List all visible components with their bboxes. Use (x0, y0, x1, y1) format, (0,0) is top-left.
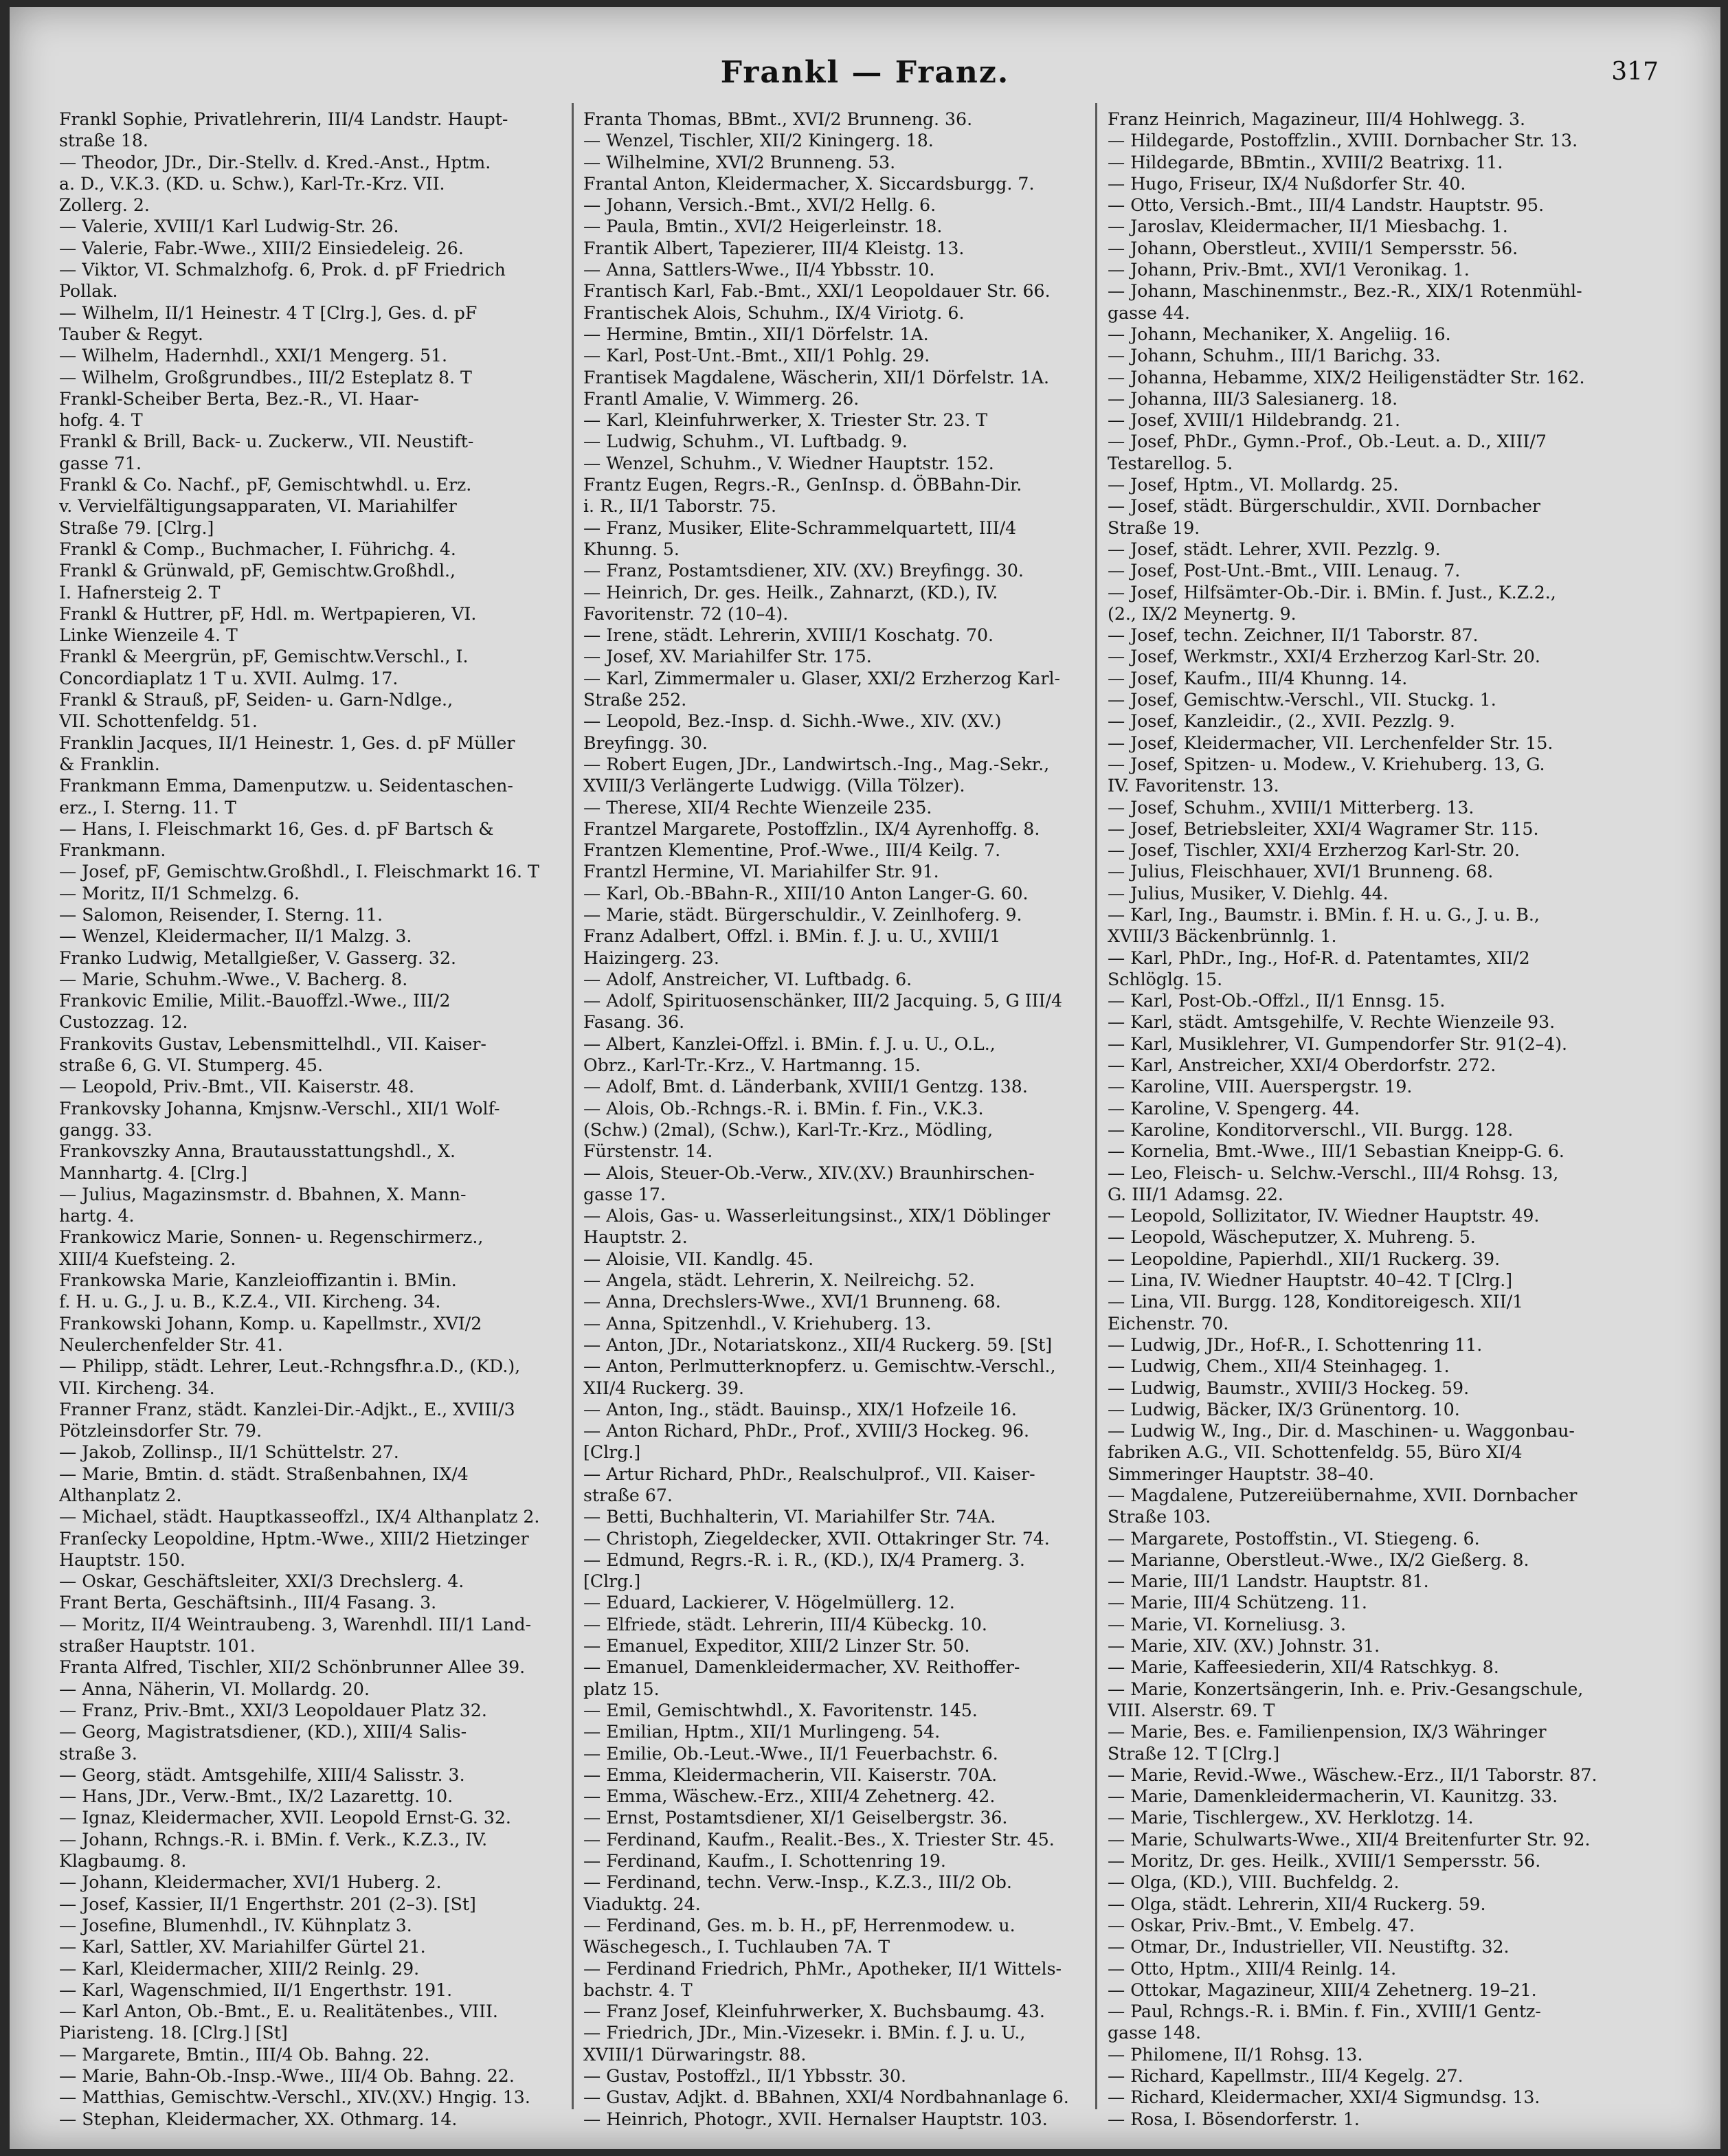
directory-line: Frantz Eugen, Regrs.-R., GenInsp. d. ÖBBahn-Dir. (583, 475, 1022, 495)
directory-line: Khunng. 5. (583, 539, 680, 559)
directory-line: Frantischek Alois, Schuhm., IX/4 Viriotg. 6. (583, 302, 965, 323)
directory-line: — Karl, Musiklehrer, VI. Gumpendorfer Str. 91(2–4). (1108, 1033, 1568, 1054)
directory-line: — Karl, Anstreicher, XXI/4 Oberdorfstr. 272. (1108, 1055, 1496, 1076)
directory-line: — Friedrich, JDr., Min.-Vizesekr. i. BMin. f. J. u. U., (583, 2023, 1026, 2043)
directory-line: straße 18. (59, 131, 148, 151)
directory-line: — Ignaz, Kleidermacher, XVII. Leopold Ernst-G. 32. (59, 1808, 511, 1828)
directory-line: Frantzel Margarete, Postoffzlin., IX/4 Ayrenhoffg. 8. (583, 818, 1040, 839)
directory-line: — Josef, Gemischtw.-Verschl., VII. Stuckg. 1. (1108, 690, 1496, 710)
directory-line: VII. Kircheng. 34. (59, 1378, 215, 1398)
directory-line: — Johann, Rchngs.-R. i. BMin. f. Verk., K.Z.3., IV. (59, 1829, 488, 1850)
directory-line: & Franklin. (59, 754, 160, 774)
page-number: 317 (1611, 58, 1659, 86)
directory-line: — Ludwig W., Ing., Dir. d. Maschinen- u. Waggonbau- (1108, 1421, 1575, 1441)
directory-line: — Theodor, JDr., Dir.-Stellv. d. Kred.-Anst., Hptm. (59, 152, 491, 172)
directory-line: — Karl, Ing., Baumstr. i. BMin. f. H. u. G., J. u. B., (1108, 904, 1540, 925)
directory-line: — Marie, Bes. e. Familienpension, IX/3 Währinger (1108, 1722, 1547, 1742)
directory-line: — Josef, XV. Mariahilfer Str. 175. (583, 647, 872, 667)
directory-line: — Oskar, Priv.-Bmt., V. Embelg. 47. (1108, 1915, 1415, 1935)
directory-line: — Paula, Bmtin., XVI/2 Heigerleinstr. 18. (583, 216, 943, 237)
directory-line: Frankowski Johann, Komp. u. Kapellmstr., XVI/2 (59, 1313, 482, 1334)
directory-line: — Anton, JDr., Notariatskonz., XII/4 Ruckerg. 59. [St] (583, 1334, 1053, 1355)
directory-line: — Marie, Damenkleidermacherin, VI. Kaunitzg. 33. (1108, 1786, 1558, 1807)
directory-line: — Ludwig, Schuhm., VI. Luftbadg. 9. (583, 431, 908, 452)
directory-line: — Betti, Buchhalterin, VI. Mariahilfer Str. 74A. (583, 1507, 996, 1527)
directory-line: — Emma, Kleidermacherin, VII. Kaiserstr. 70A. (583, 1764, 998, 1785)
directory-line: — Richard, Kleidermacher, XXI/4 Sigmundsg. 13. (1108, 2087, 1540, 2108)
directory-line: — Emilian, Hptm., XII/1 Murlingeng. 54. (583, 1722, 941, 1742)
column-divider (572, 103, 574, 2109)
directory-line: — Ludwig, Bäcker, IX/3 Grünentorg. 10. (1108, 1399, 1460, 1419)
directory-line: — Karl, Zimmermaler u. Glaser, XXI/2 Erzherzog Karl- (583, 668, 1061, 688)
directory-line: — Jaroslav, Kleidermacher, II/1 Miesbachg. 1. (1108, 216, 1508, 237)
directory-line: Frankowska Marie, Kanzleioffizantin i. BMin. (59, 1270, 457, 1291)
directory-line: Frankowicz Marie, Sonnen- u. Regenschirmerz., (59, 1227, 484, 1248)
directory-line: — Anna, Spitzenhdl., V. Kriehuberg. 13. (583, 1313, 932, 1334)
directory-line: XVIII/3 Bäckenbrünnlg. 1. (1108, 926, 1337, 947)
directory-line: — Franz, Priv.-Bmt., XXI/3 Leopoldauer Platz 32. (59, 1700, 487, 1720)
directory-line: Frantzl Hermine, VI. Mariahilfer Str. 91. (583, 862, 939, 882)
directory-line: — Karl, PhDr., Ing., Hof-R. d. Patentamtes, XII/2 (1108, 947, 1530, 968)
directory-line: — Salomon, Reisender, I. Sterng. 11. (59, 904, 383, 925)
directory-line: Frankl & Meergrün, pF, Gemischtw.Verschl., I. (59, 647, 469, 667)
directory-line: G. III/1 Adamsg. 22. (1108, 1184, 1283, 1204)
directory-line: Frantl Amalie, V. Wimmerg. 26. (583, 388, 860, 409)
directory-line: — Franz, Postamtsdiener, XIV. (XV.) Breyfingg. 30. (583, 561, 1024, 581)
directory-line: — Marie, Konzertsängerin, Inh. e. Priv.-Gesangschule, (1108, 1678, 1584, 1699)
directory-line: — Otmar, Dr., Industrieller, VII. Neustiftg. 32. (1108, 1937, 1510, 1957)
directory-line: — Therese, XII/4 Rechte Wienzeile 235. (583, 797, 932, 818)
directory-line: Franta Thomas, BBmt., XVI/2 Brunneng. 36. (583, 109, 973, 129)
directory-line: — Ludwig, Chem., XII/4 Steinhageg. 1. (1108, 1356, 1450, 1377)
directory-line: — Johann, Priv.-Bmt., XVI/1 Veronikag. 1. (1108, 260, 1470, 280)
directory-line: Breyfingg. 30. (583, 732, 708, 753)
directory-line: — Gustav, Postoffzl., II/1 Ybbsstr. 30. (583, 2066, 906, 2087)
directory-line: — Hildegarde, BBmtin., XVIII/2 Beatrixg. 11. (1108, 152, 1503, 172)
directory-line: — Hans, I. Fleischmarkt 16, Ges. d. pF Bartsch & (59, 818, 494, 839)
directory-line: — Hans, JDr., Verw.-Bmt., IX/2 Lazarettg. 10. (59, 1786, 453, 1807)
directory-line: — Emil, Gemischtwhdl., X. Favoritenstr. 145. (583, 1700, 978, 1720)
directory-line: — Gustav, Adjkt. d. BBahnen, XXI/4 Nordbahnanlage 6. (583, 2087, 1069, 2108)
directory-line: Franz Heinrich, Magazineur, III/4 Hohlwegg. 3. (1108, 109, 1526, 129)
directory-line: — Moritz, II/1 Schmelzg. 6. (59, 883, 300, 903)
directory-line: — Ernst, Postamtsdiener, XI/1 Geiselbergstr. 36. (583, 1808, 1008, 1828)
directory-line: — Leopoldine, Papierhdl., XII/1 Ruckerg. 39. (1108, 1248, 1501, 1269)
directory-line: — Magdalene, Putzereiübernahme, XVII. Dornbacher (1108, 1485, 1578, 1505)
directory-line: — Josef, städt. Lehrer, XVII. Pezzlg. 9. (1108, 539, 1441, 559)
directory-line: — Hildegarde, Postoffzlin., XVIII. Dornbacher Str. 13. (1108, 131, 1578, 151)
directory-line: Frantzen Klementine, Prof.-Wwe., III/4 Keilg. 7. (583, 840, 1001, 861)
directory-line: Franz Adalbert, Offzl. i. BMin. f. J. u. U., XVIII/1 (583, 926, 1001, 947)
directory-line: — Margarete, Bmtin., III/4 Ob. Bahng. 22. (59, 2044, 430, 2065)
directory-column-2 (583, 109, 1088, 2130)
directory-line: — Ludwig, JDr., Hof-R., I. Schottenring 11. (1108, 1334, 1483, 1355)
directory-line: — Marie, Kaffeesiederin, XII/4 Ratschkyg. 8. (1108, 1657, 1499, 1678)
directory-line: — Elfriede, städt. Lehrerin, III/4 Kübeckg. 10. (583, 1614, 987, 1635)
directory-line: — Oskar, Geschäftsleiter, XXI/3 Drechslerg. 4. (59, 1571, 464, 1592)
directory-line: Frankl & Grünwald, pF, Gemischtw.Großhdl., (59, 561, 456, 581)
directory-line: Frantisch Karl, Fab.-Bmt., XXI/1 Leopoldauer Str. 66. (583, 281, 1051, 302)
directory-line: f. H. u. G., J. u. B., K.Z.4., VII. Kircheng. 34. (59, 1292, 441, 1312)
column-divider (1095, 103, 1097, 2109)
directory-line: Concordiaplatz 1 T u. XVII. Aulmg. 17. (59, 668, 399, 688)
directory-line: — Paul, Rchngs.-R. i. BMin. f. Fin., XVIII/1 Gentz- (1108, 2001, 1541, 2022)
directory-line: Frankmann Emma, Damenputzw. u. Seidentaschen- (59, 776, 513, 796)
directory-line: hofg. 4. T (59, 410, 143, 431)
directory-line: Pötzleinsdorfer Str. 79. (59, 1421, 262, 1441)
directory-line: — Valerie, Fabr.-Wwe., XIII/2 Einsiedeleig. 26. (59, 238, 464, 258)
directory-line: — Karl, Sattler, XV. Mariahilfer Gürtel 21. (59, 1937, 426, 1957)
directory-line: — Karl, Ob.-BBahn-R., XIII/10 Anton Langer-G. 60. (583, 883, 1029, 903)
page-header (10, 55, 1720, 103)
directory-line: Testarellog. 5. (1108, 453, 1233, 473)
directory-line: — Marie, Bahn-Ob.-Insp.-Wwe., III/4 Ob. Bahng. 22. (59, 2066, 515, 2087)
directory-line: [Clrg.] (583, 1442, 641, 1463)
directory-line: Franſecky Leopoldine, Hptm.-Wwe., XIII/2 Hietzinger (59, 1528, 529, 1549)
directory-line: Hauptstr. 2. (583, 1227, 688, 1248)
directory-line: Frankl & Brill, Back- u. Zuckerw., VII. Neustift- (59, 431, 474, 452)
directory-line: Pollak. (59, 281, 118, 302)
directory-line: — Josef, Kanzleidir., (2., XVII. Pezzlg. 9. (1108, 711, 1455, 732)
directory-line: — Stephan, Kleidermacher, XX. Othmarg. 14. (59, 2109, 458, 2129)
directory-line: gangg. 33. (59, 1119, 153, 1140)
directory-line: — Anna, Sattlers-Wwe., II/4 Ybbsstr. 10. (583, 260, 935, 280)
directory-line: — Marie, Revid.-Wwe., Wäschew.-Erz., II/1 Taborstr. 87. (1108, 1764, 1597, 1785)
directory-line: — Josef, techn. Zeichner, II/1 Taborstr. 87. (1108, 625, 1479, 646)
directory-line: — Josef, Hptm., VI. Mollardg. 25. (1108, 475, 1399, 495)
directory-line: — Karoline, Konditorverschl., VII. Burgg. 128. (1108, 1119, 1514, 1140)
directory-line: erz., I. Sterng. 11. T (59, 797, 236, 818)
directory-line: — Karoline, VIII. Auerspergstr. 19. (1108, 1077, 1413, 1097)
directory-line: — Josef, Post-Unt.-Bmt., VIII. Lenaug. 7. (1108, 561, 1461, 581)
directory-line: — Heinrich, Dr. ges. Heilk., Zahnarzt, (KD.), IV. (583, 582, 998, 603)
directory-line: (2., IX/2 Meynertg. 9. (1108, 603, 1297, 624)
directory-line: — Marie, Bmtin. d. städt. Straßenbahnen, IX/4 (59, 1463, 469, 1484)
directory-line: — Wenzel, Kleidermacher, II/1 Malzg. 3. (59, 926, 412, 947)
directory-line: — Adolf, Bmt. d. Länderbank, XVIII/1 Gentzg. 138. (583, 1077, 1028, 1097)
directory-line: — Moritz, II/4 Weintraubeng. 3, Warenhdl. III/1 Land- (59, 1614, 532, 1635)
directory-line: Klagbaumg. 8. (59, 1851, 187, 1872)
directory-line: — Ludwig, Baumstr., XVIII/3 Hockeg. 59. (1108, 1378, 1470, 1398)
directory-line: — Leopold, Bez.-Insp. d. Sichh.-Wwe., XIV. (XV.) (583, 711, 1002, 732)
directory-line: Tauber & Regyt. (59, 324, 203, 344)
directory-line: Frantik Albert, Tapezierer, III/4 Kleistg. 13. (583, 238, 965, 258)
directory-line: Obrz., Karl-Tr.-Krz., V. Hartmanng. 15. (583, 1055, 921, 1076)
directory-line: — Leo, Fleisch- u. Selchw.-Verschl., III/4 Rohsg. 13, (1108, 1163, 1559, 1183)
directory-line: — Edmund, Regrs.-R. i. R., (KD.), IX/4 Pramerg. 3. (583, 1549, 1025, 1570)
directory-line: hartg. 4. (59, 1206, 135, 1226)
directory-line: — Adolf, Spirituosenschänker, III/2 Jacquing. 5, G III/4 (583, 991, 1063, 1011)
directory-line: — Karl Anton, Ob.-Bmt., E. u. Realitätenbes., VIII. (59, 2001, 498, 2022)
directory-line: Straße 19. (1108, 517, 1200, 538)
directory-line: Frankovsky Johanna, Kmjsnw.-Verschl., XII/1 Wolf- (59, 1098, 500, 1119)
directory-line: — Johann, Versich.-Bmt., XVI/2 Hellg. 6. (583, 195, 936, 216)
directory-line: Haizingerg. 23. (583, 947, 719, 968)
directory-line: — Otto, Versich.-Bmt., III/4 Landstr. Hauptstr. 95. (1108, 195, 1545, 216)
directory-line: — Ferdinand, Ges. m. b. H., pF, Herrenmodew. u. (583, 1915, 1016, 1935)
directory-line: Frankl & Huttrer, pF, Hdl. m. Wertpapieren, VI. (59, 603, 477, 624)
directory-line: Frankovits Gustav, Lebensmittelhdl., VII. Kaiser- (59, 1033, 486, 1054)
directory-line: — Emma, Wäschew.-Erz., XIII/4 Zehetnerg. 42. (583, 1786, 996, 1807)
directory-line: gasse 44. (1108, 302, 1190, 323)
directory-line: — Johanna, Hebamme, XIX/2 Heiligenstädter Str. 162. (1108, 367, 1585, 388)
directory-line: — Emanuel, Expeditor, XIII/2 Linzer Str. 50. (583, 1636, 970, 1657)
directory-line: — Valerie, XVIII/1 Karl Ludwig-Str. 26. (59, 216, 399, 237)
directory-line: — Irene, städt. Lehrerin, XVIII/1 Koschatg. 70. (583, 625, 994, 646)
directory-line: — Julius, Magazinsmstr. d. Bbahnen, X. Mann- (59, 1184, 467, 1204)
directory-column-3 (1108, 109, 1613, 2130)
directory-line: — Rosa, I. Bösendorferstr. 1. (1108, 2109, 1360, 2129)
directory-line: Favoritenstr. 72 (10–4). (583, 603, 789, 624)
directory-line: — Karl, Post-Ob.-Offzl., II/1 Ennsg. 15. (1108, 991, 1446, 1011)
directory-line: — Marie, III/1 Landstr. Hauptstr. 81. (1108, 1571, 1429, 1592)
directory-line: — Richard, Kapellmstr., III/4 Kegelg. 27. (1108, 2066, 1463, 2087)
directory-line: gasse 71. (59, 453, 142, 473)
directory-line: — Marie, städt. Bürgerschuldir., V. Zeinlhoferg. 9. (583, 904, 1022, 925)
directory-line: — Aloisie, VII. Kandlg. 45. (583, 1248, 814, 1269)
directory-line: Franklin Jacques, II/1 Heinestr. 1, Ges. d. pF Müller (59, 732, 515, 753)
directory-line: — Franz, Musiker, Elite-Schrammelquartett, III/4 (583, 517, 1017, 538)
directory-line: — Philomene, II/1 Rohsg. 13. (1108, 2044, 1363, 2065)
directory-line: straße 3. (59, 1743, 137, 1764)
directory-line: — Emanuel, Damenkleidermacher, XV. Reithoffer- (583, 1657, 1020, 1678)
directory-line: Althanplatz 2. (59, 1485, 182, 1505)
directory-line: — Hugo, Friseur, IX/4 Nußdorfer Str. 40. (1108, 173, 1466, 194)
directory-line: — Wenzel, Tischler, XII/2 Kiningerg. 18. (583, 131, 934, 151)
directory-line: Frant Berta, Geschäftsinh., III/4 Fasang. 3. (59, 1593, 437, 1613)
directory-line: — Johann, Maschinenmstr., Bez.-R., XIX/1 Rotenmühl- (1108, 281, 1582, 302)
directory-line: — Josef, Werkmstr., XXI/4 Erzherzog Karl-Str. 20. (1108, 647, 1540, 667)
directory-line: XVIII/1 Dürwaringstr. 88. (583, 2044, 807, 2065)
directory-line: — Josef, Kaufm., III/4 Khunng. 14. (1108, 668, 1408, 688)
directory-line: — Josef, pF, Gemischtw.Großhdl., I. Fleischmarkt 16. T (59, 862, 539, 882)
directory-line: — Johann, Kleidermacher, XVI/1 Huberg. 2. (59, 1872, 442, 1893)
directory-line: — Josef, Betriebsleiter, XXI/4 Wagramer Str. 115. (1108, 818, 1539, 839)
directory-line: — Heinrich, Photogr., XVII. Hernalser Hauptstr. 103. (583, 2109, 1048, 2129)
directory-line: VII. Schottenfeldg. 51. (59, 711, 258, 732)
directory-line: — Josef, Tischler, XXI/4 Erzherzog Karl-Str. 20. (1108, 840, 1520, 861)
directory-line: — Ferdinand, Kaufm., I. Schottenring 19. (583, 1851, 946, 1872)
directory-line: — Franz Josef, Kleinfuhrwerker, X. Buchsbaumg. 43. (583, 2001, 1045, 2022)
directory-line: — Ferdinand, techn. Verw.-Insp., K.Z.3., III/2 Ob. (583, 1872, 1012, 1893)
directory-line: — Ottokar, Magazineur, XIII/4 Zehetnerg. 19–21. (1108, 1979, 1537, 2000)
directory-line: — Olga, städt. Lehrerin, XII/4 Ruckerg. 59. (1108, 1894, 1486, 1914)
directory-line: — Wilhelmine, XVI/2 Brunneng. 53. (583, 152, 896, 172)
directory-line: Linke Wienzeile 4. T (59, 625, 238, 646)
directory-line: bachstr. 4. T (583, 1979, 693, 2000)
directory-line: Straße 79. [Clrg.] (59, 517, 214, 538)
directory-line: Frankovic Emilie, Milit.-Bauoffzl.-Wwe., III/2 (59, 991, 451, 1011)
directory-line: — Albert, Kanzlei-Offzl. i. BMin. f. J. u. U., O.L., (583, 1033, 996, 1054)
directory-line: — Georg, städt. Amtsgehilfe, XIII/4 Salisstr. 3. (59, 1764, 465, 1785)
directory-line: fabriken A.G., VII. Schottenfeldg. 55, Büro XI/4 (1108, 1442, 1523, 1463)
directory-line: — Margarete, Postoffstin., VI. Stiegeng. 6. (1108, 1528, 1480, 1549)
directory-line: — Karl, Kleinfuhrwerker, X. Triester Str. 23. T (583, 410, 988, 431)
directory-line: — Anton, Perlmutterknopferz. u. Gemischtw.-Verschl., (583, 1356, 1056, 1377)
directory-line: gasse 148. (1108, 2023, 1201, 2043)
directory-line: — Julius, Fleischhauer, XVI/1 Brunneng. 68. (1108, 862, 1494, 882)
directory-line: — Angela, städt. Lehrerin, X. Neilreichg. 52. (583, 1270, 975, 1291)
directory-line: — Alois, Steuer-Ob.-Verw., XIV.(XV.) Braunhirschen- (583, 1163, 1035, 1183)
directory-line: — Marie, XIV. (XV.) Johnstr. 31. (1108, 1636, 1380, 1657)
directory-line: Frankovszky Anna, Brautausstattungshdl., X. (59, 1141, 456, 1162)
directory-line: Frankl Sophie, Privatlehrerin, III/4 Landstr. Haupt- (59, 109, 508, 129)
directory-line: XIII/4 Kuefsteing. 2. (59, 1248, 236, 1269)
directory-line: Zollerg. 2. (59, 195, 150, 216)
directory-line: — Karl, städt. Amtsgehilfe, V. Rechte Wienzeile 93. (1108, 1012, 1556, 1033)
directory-line: Frankl-Scheiber Berta, Bez.-R., VI. Haar- (59, 388, 419, 409)
directory-page (10, 7, 1720, 2149)
directory-line: Frankmann. (59, 840, 166, 861)
directory-line: Hauptstr. 150. (59, 1549, 186, 1570)
directory-line: — Marie, III/4 Schützeng. 11. (1108, 1593, 1367, 1613)
directory-line: — Michael, städt. Hauptkasseoffzl., IX/4 Althanplatz 2. (59, 1507, 540, 1527)
directory-line: (Schw.) (2mal), (Schw.), Karl-Tr.-Krz., Mödling, (583, 1119, 994, 1140)
directory-line: Viaduktg. 24. (583, 1894, 701, 1914)
directory-line: — Marie, Schuhm.-Wwe., V. Bacherg. 8. (59, 969, 408, 989)
directory-line: Frankl & Strauß, pF, Seiden- u. Garn-Ndlge., (59, 690, 453, 710)
directory-line: — Viktor, VI. Schmalzhofg. 6, Prok. d. pF Friedrich (59, 260, 506, 280)
directory-line: — Marie, VI. Korneliusg. 3. (1108, 1614, 1347, 1635)
directory-line: — Lina, VII. Burgg. 128, Konditoreigesch. XII/1 (1108, 1292, 1524, 1312)
directory-line: Franko Ludwig, Metallgießer, V. Gasserg. 32. (59, 947, 456, 968)
directory-line: — Johanna, III/3 Salesianerg. 18. (1108, 388, 1398, 409)
directory-line: — Georg, Magistratsdiener, (KD.), XIII/4 Salis- (59, 1722, 467, 1742)
directory-line: — Karl, Wagenschmied, II/1 Engerthstr. 191. (59, 1979, 453, 2000)
directory-line: — Josef, Hilfsämter-Ob.-Dir. i. BMin. f. Just., K.Z.2., (1108, 582, 1556, 603)
directory-line: IV. Favoritenstr. 13. (1108, 776, 1279, 796)
directory-line: straße 67. (583, 1485, 673, 1505)
directory-line: — Julius, Musiker, V. Diehlg. 44. (1108, 883, 1389, 903)
directory-line: Mannhartg. 4. [Clrg.] (59, 1163, 247, 1183)
directory-line: Simmeringer Hauptstr. 38–40. (1108, 1463, 1374, 1484)
directory-line: — Leopold, Priv.-Bmt., VII. Kaiserstr. 48. (59, 1077, 415, 1097)
directory-line: Schlöglg. 15. (1108, 969, 1223, 989)
directory-line: Frankl & Co. Nachf., pF, Gemischtwhdl. u. Erz. (59, 475, 472, 495)
directory-line: — Christoph, Ziegeldecker, XVII. Ottakringer Str. 74. (583, 1528, 1050, 1549)
directory-line: — Karl, Kleidermacher, XIII/2 Reinlg. 29. (59, 1958, 420, 1979)
directory-line: — Wilhelm, Hadernhdl., XXI/1 Mengerg. 51. (59, 346, 448, 366)
directory-line: — Marianne, Oberstleut.-Wwe., IX/2 Gießerg. 8. (1108, 1549, 1529, 1570)
directory-line: — Kornelia, Bmt.-Wwe., III/1 Sebastian Kneipp-G. 6. (1108, 1141, 1564, 1162)
directory-line: — Adolf, Anstreicher, VI. Luftbadg. 6. (583, 969, 912, 989)
directory-line: Fasang. 36. (583, 1012, 685, 1033)
directory-line: platz 15. (583, 1678, 660, 1699)
directory-line: — Johann, Mechaniker, X. Angeliig. 16. (1108, 324, 1451, 344)
directory-line: I. Hafnersteig 2. T (59, 582, 221, 603)
directory-line: straßer Hauptstr. 101. (59, 1636, 256, 1657)
directory-line: — Karoline, V. Spengerg. 44. (1108, 1098, 1360, 1119)
directory-line: — Wenzel, Schuhm., V. Wiedner Hauptstr. 152. (583, 453, 994, 473)
directory-line: — Wilhelm, II/1 Heinestr. 4 T [Clrg.], Ges. d. pF (59, 302, 478, 323)
directory-line: — Alois, Ob.-Rchngs.-R. i. BMin. f. Fin., V.K.3. (583, 1098, 984, 1119)
directory-line: VIII. Alserstr. 69. T (1108, 1700, 1275, 1720)
page-title: Frankl — Franz. (720, 55, 1010, 90)
directory-line: v. Vervielfältigungsapparaten, VI. Mariahilfer (59, 496, 457, 517)
directory-line: — Johann, Oberstleut., XVIII/1 Sempersstr. 56. (1108, 238, 1518, 258)
directory-line: — Josef, Schuhm., XVIII/1 Mitterberg. 13. (1108, 797, 1474, 818)
directory-line: — Matthias, Gemischtw.-Verschl., XIV.(XV.) Hngig. 13. (59, 2087, 530, 2108)
directory-line: — Lina, IV. Wiedner Hauptstr. 40–42. T [Clrg.] (1108, 1270, 1513, 1291)
directory-line: Frantisek Magdalene, Wäscherin, XII/1 Dörfelstr. 1A. (583, 367, 1049, 388)
directory-line: Franner Franz, städt. Kanzlei-Dir.-Adjkt., E., XVIII/3 (59, 1399, 515, 1419)
directory-line: — Josef, XVIII/1 Hildebrandg. 21. (1108, 410, 1401, 431)
directory-line: Neulerchenfelder Str. 41. (59, 1334, 283, 1355)
directory-line: — Karl, Post-Unt.-Bmt., XII/1 Pohlg. 29. (583, 346, 930, 366)
directory-line: gasse 17. (583, 1184, 666, 1204)
directory-line: Straße 252. (583, 690, 687, 710)
directory-line: — Olga, (KD.), VIII. Buchfeldg. 2. (1108, 1872, 1400, 1893)
directory-line: — Leopold, Wäscheputzer, X. Muhreng. 5. (1108, 1227, 1476, 1248)
directory-line: Frankl & Comp., Buchmacher, I. Führichg. 4. (59, 539, 456, 559)
directory-line: XII/4 Ruckerg. 39. (583, 1378, 745, 1398)
directory-column-1 (59, 109, 564, 2130)
directory-line: — Ferdinand, Kaufm., Realit.-Bes., X. Triester Str. 45. (583, 1829, 1055, 1850)
directory-line: Straße 103. (1108, 1507, 1211, 1527)
directory-line: Wäschegesch., I. Tuchlauben 7A. T (583, 1937, 890, 1957)
directory-line: — Anton, Ing., städt. Bauinsp., XIX/1 Hofzeile 16. (583, 1399, 1017, 1419)
directory-line: — Moritz, Dr. ges. Heilk., XVIII/1 Sempersstr. 56. (1108, 1851, 1541, 1872)
directory-line: — Josef, PhDr., Gymn.-Prof., Ob.-Leut. a. D., XIII/7 (1108, 431, 1547, 452)
directory-line: Eichenstr. 70. (1108, 1313, 1229, 1334)
directory-line: — Otto, Hptm., XIII/4 Reinlg. 14. (1108, 1958, 1397, 1979)
directory-line: — Jakob, Zollinsp., II/1 Schüttelstr. 27. (59, 1442, 399, 1463)
directory-line: — Hermine, Bmtin., XII/1 Dörfelstr. 1A. (583, 324, 929, 344)
directory-line: XVIII/3 Verlängerte Ludwigg. (Villa Tölzer). (583, 776, 965, 796)
directory-line: — Marie, Tischlergew., XV. Herklotzg. 14. (1108, 1808, 1474, 1828)
directory-line: Custozzag. 12. (59, 1012, 188, 1033)
directory-line: straße 6, G. VI. Stumperg. 45. (59, 1055, 324, 1076)
directory-line: — Wilhelm, Großgrundbes., III/2 Esteplatz 8. T (59, 367, 472, 388)
directory-line: — Philipp, städt. Lehrer, Leut.-Rchngsfhr.a.D., (KD.), (59, 1356, 521, 1377)
directory-line: — Artur Richard, PhDr., Realschulprof., VII. Kaiser- (583, 1463, 1035, 1484)
directory-line: — Anton Richard, PhDr., Prof., XVIII/3 Hockeg. 96. (583, 1421, 1029, 1441)
directory-line: — Leopold, Sollizitator, IV. Wiedner Hauptstr. 49. (1108, 1206, 1540, 1226)
directory-line: — Josef, Spitzen- u. Modew., V. Kriehuberg. 13, G. (1108, 754, 1545, 774)
directory-line: — Marie, Schulwarts-Wwe., XII/4 Breitenfurter Str. 92. (1108, 1829, 1591, 1850)
directory-line: — Emilie, Ob.-Leut.-Wwe., II/1 Feuerbachstr. 6. (583, 1743, 998, 1764)
directory-line: Franta Alfred, Tischler, XII/2 Schönbrunner Allee 39. (59, 1657, 526, 1678)
directory-line: i. R., II/1 Taborstr. 75. (583, 496, 777, 517)
directory-line: — Josef, Kleidermacher, VII. Lerchenfelder Str. 15. (1108, 732, 1553, 753)
directory-line: — Anna, Drechslers-Wwe., XVI/1 Brunneng. 68. (583, 1292, 1001, 1312)
directory-line: — Ferdinand Friedrich, PhMr., Apotheker, II/1 Wittels- (583, 1958, 1062, 1979)
directory-line: — Josefine, Blumenhdl., IV. Kühnplatz 3. (59, 1915, 412, 1935)
directory-line: — Johann, Schuhm., III/1 Barichg. 33. (1108, 346, 1441, 366)
directory-line: Straße 12. T [Clrg.] (1108, 1743, 1280, 1764)
directory-line: — Josef, städt. Bürgerschuldir., XVII. Dornbacher (1108, 496, 1540, 517)
directory-line: — Josef, Kassier, II/1 Engerthstr. 201 (2–3). [St] (59, 1894, 476, 1914)
directory-line: [Clrg.] (583, 1571, 641, 1592)
directory-line: Frantal Anton, Kleidermacher, X. Siccardsburgg. 7. (583, 173, 1035, 194)
directory-line: — Alois, Gas- u. Wasserleitungsinst., XIX/1 Döblinger (583, 1206, 1051, 1226)
directory-line: — Eduard, Lackierer, V. Högelmüllerg. 12. (583, 1593, 955, 1613)
directory-line: — Anna, Näherin, VI. Mollardg. 20. (59, 1678, 370, 1699)
directory-line: Fürstenstr. 14. (583, 1141, 713, 1162)
directory-line: a. D., V.K.3. (KD. u. Schw.), Karl-Tr.-Krz. VII. (59, 173, 445, 194)
directory-line: Piaristeng. 18. [Clrg.] [St] (59, 2023, 288, 2043)
directory-line: — Robert Eugen, JDr., Landwirtsch.-Ing., Mag.-Sekr., (583, 754, 1050, 774)
